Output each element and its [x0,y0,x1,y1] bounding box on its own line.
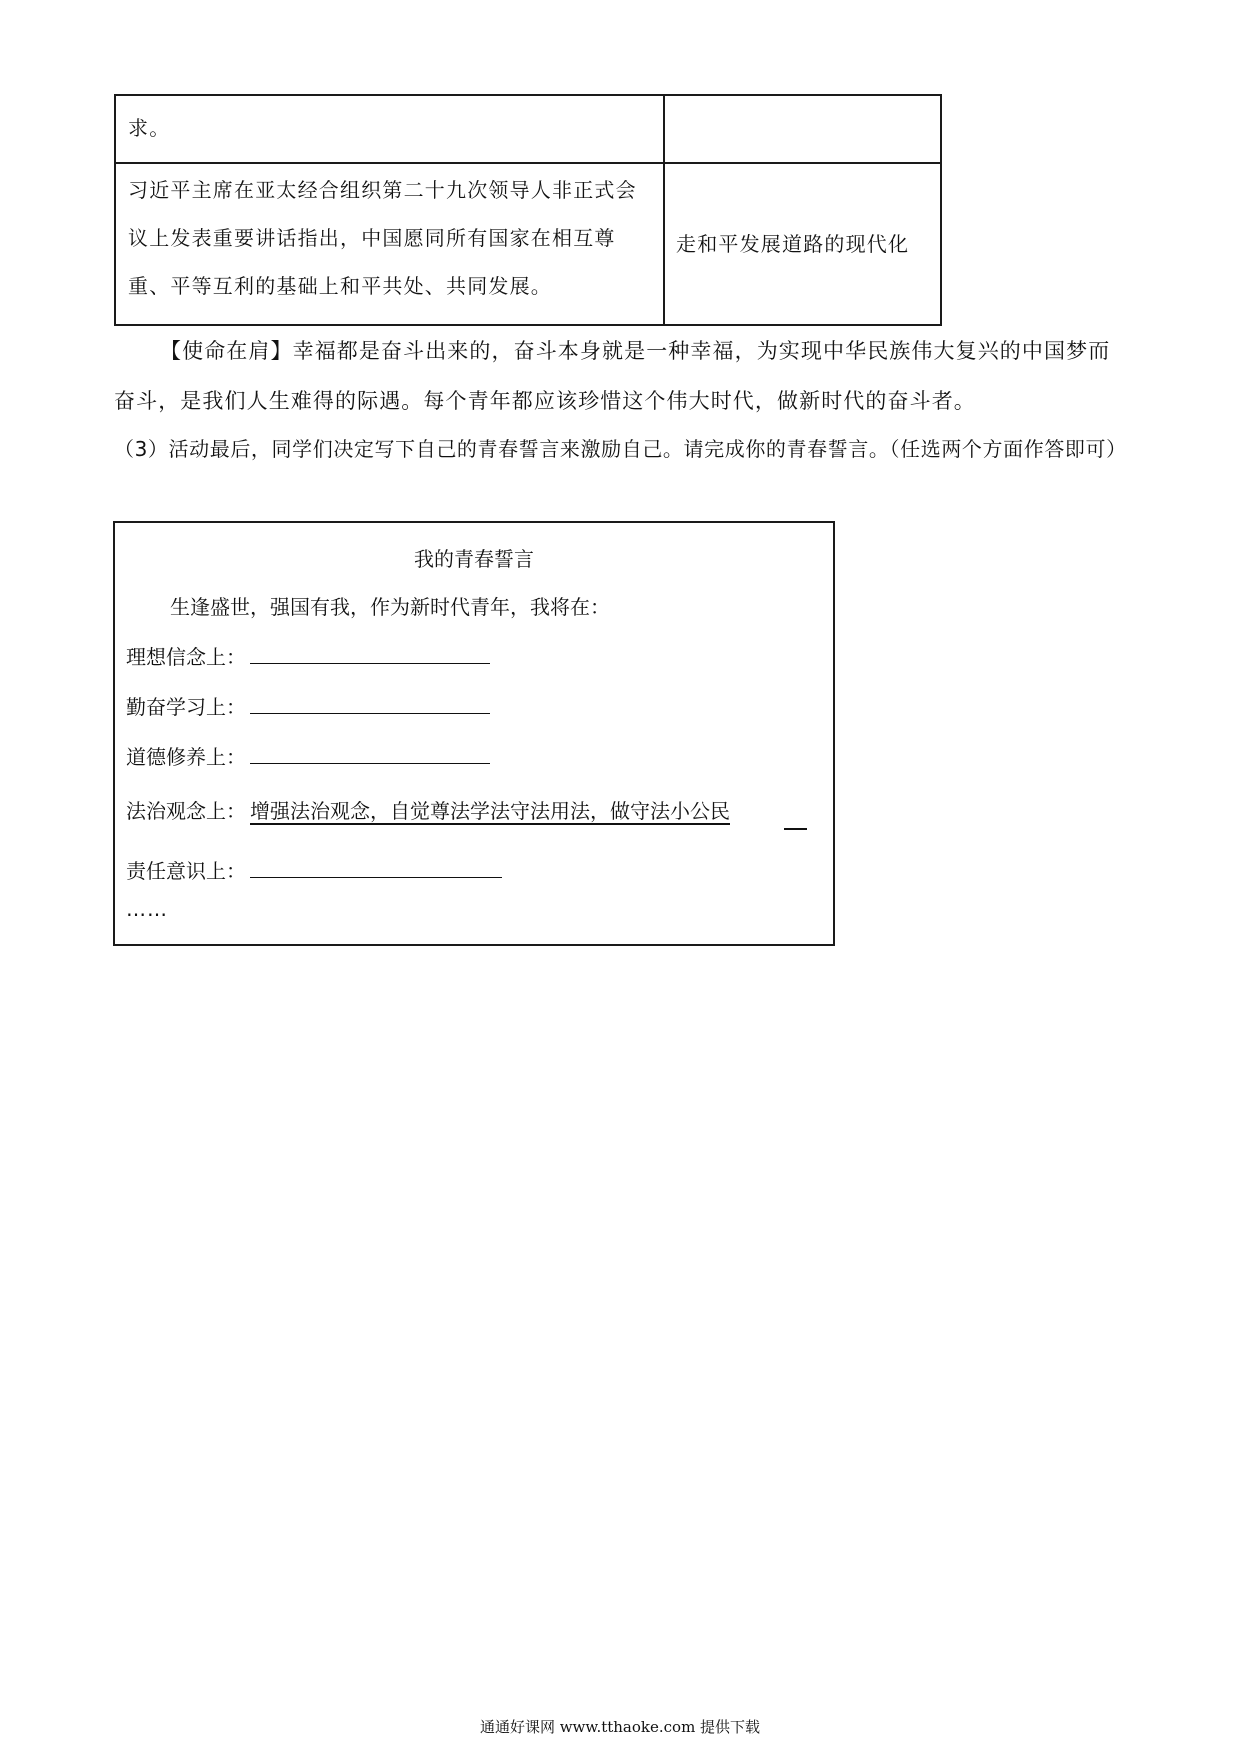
table-cell-row2-left: 习近平主席在亚太经合组织第二十九次领导人非正式会议上发表重要讲话指出，中国愿同所有国家在相互尊重、平等互利的基础上和平共处、共同发展。 [128,178,637,298]
oath-line-morality [126,741,490,770]
oath-label: 道德修养上： [126,745,246,769]
oath-line-rule-of-law [126,795,730,824]
oath-line-study [126,691,490,720]
table-row-divider [116,162,940,164]
question-3: （3）活动最后，同学们决定写下自己的青春誓言来激励自己。请完成你的青春誓言。（任选两个方面作答即可） [114,437,1127,461]
oath-answer-filled[interactable]: 增强法治观念，自觉尊法学法守法用法，做守法小公民 [250,799,730,823]
oath-label: 法治观念上： [126,799,246,823]
oath-ellipsis: …… [126,897,168,921]
oath-label: 责任意识上： [126,859,246,883]
oath-title: 我的青春誓言 [414,547,534,571]
underline-tail [784,828,807,830]
oath-label: 勤奋学习上： [126,695,246,719]
top-table [114,94,942,326]
mission-paragraph: 【使命在肩】幸福都是奋斗出来的，奋斗本身就是一种幸福，为实现中华民族伟大复兴的中国梦而奋斗，是我们人生难得的际遇。每个青年都应该珍惜这个伟大时代，做新时代的奋斗者。 [114,339,1111,413]
answer-blank[interactable] [250,693,490,714]
oath-label: 理想信念上： [126,645,246,669]
answer-blank[interactable] [250,857,502,878]
oath-line-responsibility [126,855,502,884]
table-cell-row2-right: 走和平发展道路的现代化 [676,232,910,256]
oath-line-ideals [126,641,490,670]
youth-oath-box [113,521,835,946]
answer-blank[interactable] [250,643,490,664]
table-cell-row1-left: 求。 [128,116,171,140]
oath-intro: 生逢盛世，强国有我，作为新时代青年，我将在： [170,595,610,619]
footer-source: 通通好课网 www.tthaoke.com 提供下载 [479,1718,761,1736]
answer-blank[interactable] [250,743,490,764]
table-column-divider [663,96,665,324]
